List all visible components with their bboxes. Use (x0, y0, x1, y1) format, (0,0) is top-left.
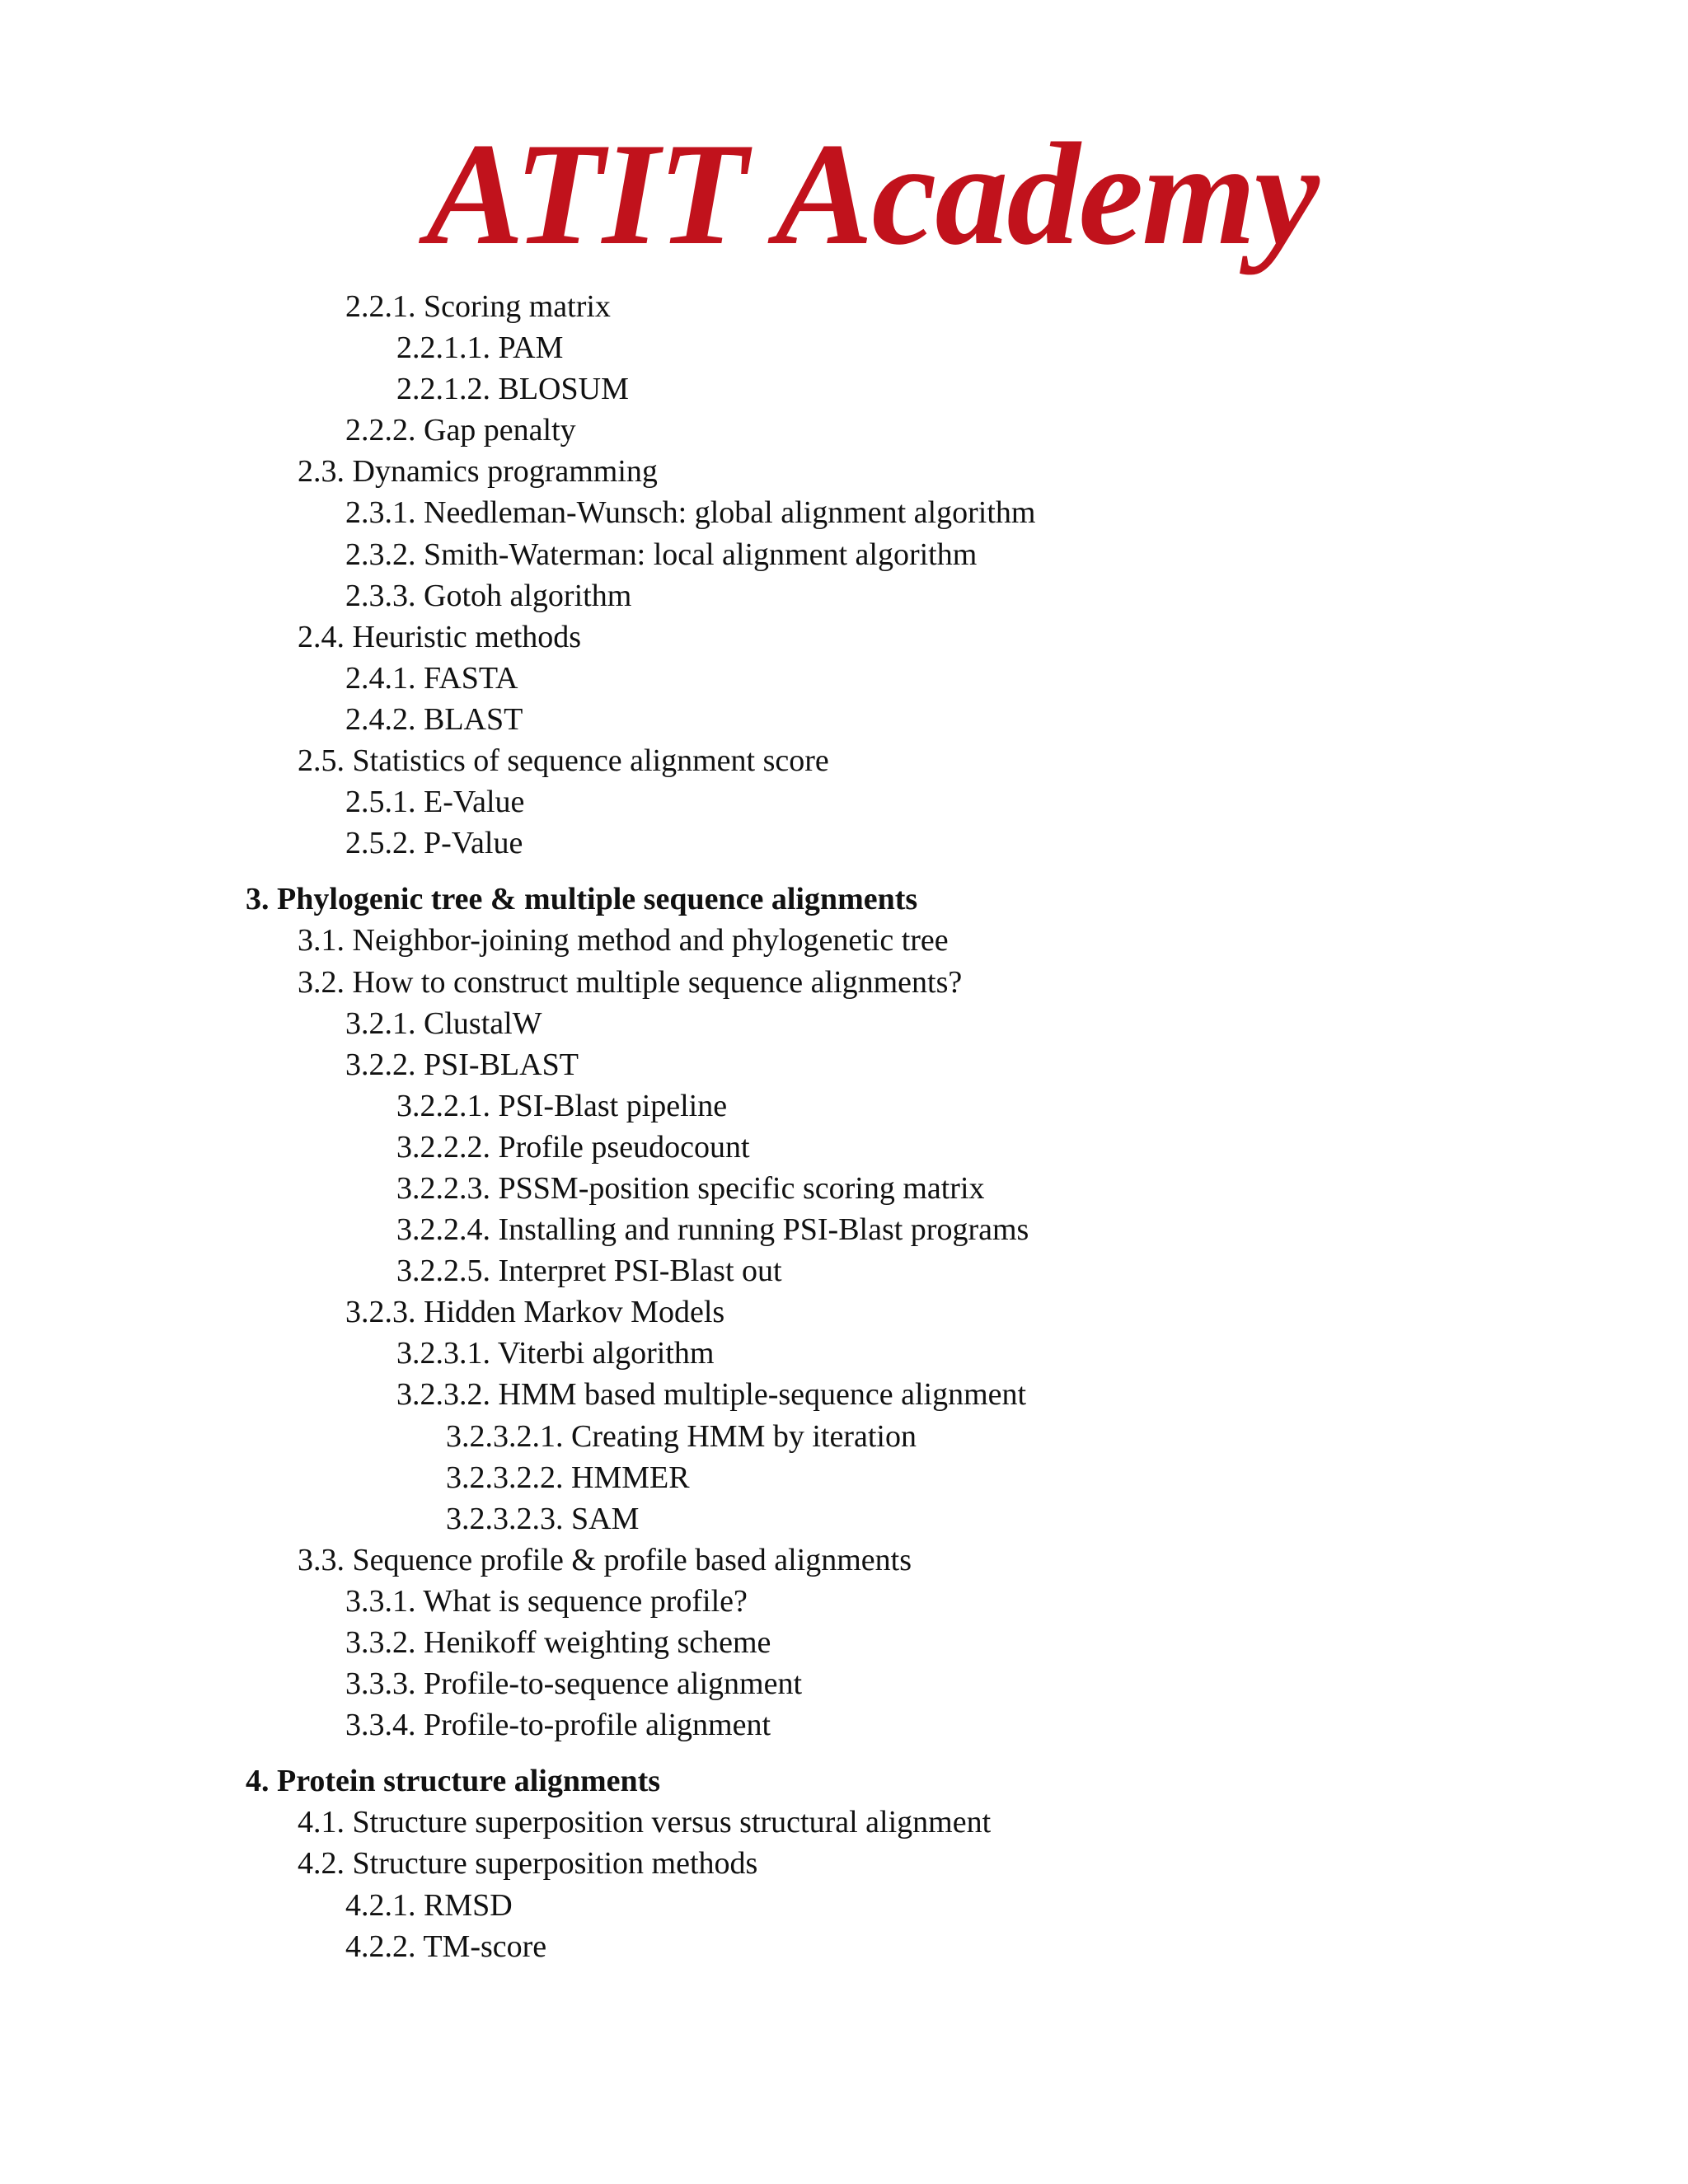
toc-entry (0, 1704, 1688, 1746)
toc-entry (0, 1209, 1688, 1250)
toc-entry (0, 492, 1688, 533)
toc-entry (0, 1374, 1688, 1415)
toc-entry-title: ClustalW (424, 1005, 542, 1041)
toc-entry-title: Profile pseudocount (498, 1129, 750, 1165)
toc-entry (0, 1622, 1688, 1663)
toc-entry (0, 1127, 1688, 1168)
toc-entry (0, 616, 1688, 658)
toc-entry (0, 1291, 1688, 1333)
toc-entry-title: Needleman-Wunsch: global alignment algorithm (424, 495, 1036, 531)
toc-entry-title: TM-score (423, 1929, 547, 1964)
toc-entry (0, 1926, 1688, 1967)
toc-entry-title: RMSD (424, 1887, 513, 1923)
toc-entry-number: 4.2. (298, 1846, 345, 1882)
toc-entry-number: 4.2.2. (345, 1929, 416, 1964)
toc-entry-title: Profile-to-profile alignment (424, 1708, 771, 1743)
toc-entry (0, 1250, 1688, 1291)
toc-entry-number: 3.2.2.4. (396, 1212, 490, 1248)
toc-entry-number: 3.2.2. (345, 1047, 416, 1082)
toc-entry-title: PSSM-position specific scoring matrix (498, 1170, 985, 1206)
toc-entry (0, 1044, 1688, 1085)
toc-entry-number: 2.2.2. (345, 413, 416, 448)
toc-entry-title: Phylogenic tree & multiple sequence alignments (277, 882, 918, 917)
toc-entry (0, 962, 1688, 1003)
toc-entry-number: 3.3.3. (345, 1666, 416, 1702)
toc-entry (0, 534, 1688, 575)
toc-entry-title: What is sequence profile? (423, 1583, 748, 1619)
toc-entry-title: Statistics of sequence alignment score (352, 743, 829, 779)
toc-entry-title: Protein structure alignments (277, 1764, 661, 1799)
toc-entry-title: Installing and running PSI-Blast programs (498, 1212, 1029, 1248)
toc-entry (0, 823, 1688, 864)
toc-entry-title: Heuristic methods (352, 619, 582, 654)
toc-entry (0, 451, 1688, 492)
toc-entry (0, 658, 1688, 699)
toc-entry-number: 2.2.1. (345, 289, 416, 324)
toc-entry-number: 2.5. (298, 743, 345, 779)
toc-entry-number: 3.2.1. (345, 1005, 416, 1041)
toc-entry (0, 286, 1688, 327)
toc-entry-number: 2.2.1.1. (396, 330, 490, 366)
toc-entry-number: 4.1. (298, 1805, 345, 1840)
toc-entry (0, 1416, 1688, 1457)
toc-entry-number: 2.5.1. (345, 785, 416, 820)
toc-entry-number: 4. (246, 1764, 270, 1799)
toc-entry-number: 3.3.4. (345, 1708, 416, 1743)
toc-entry (0, 740, 1688, 781)
toc-entry-number: 2.4.2. (345, 701, 416, 737)
table-of-contents (0, 286, 1688, 1967)
toc-entry (0, 1843, 1688, 1884)
toc-entry (0, 1885, 1688, 1926)
logo-text: ATIT Academy (426, 112, 1318, 275)
toc-entry (0, 327, 1688, 368)
academy-logo (426, 112, 1318, 275)
toc-entry-title: P-Value (424, 826, 523, 861)
toc-entry-title: SAM (571, 1501, 640, 1536)
toc-entry-title: Profile-to-sequence alignment (424, 1666, 803, 1702)
toc-entry-number: 2.4.1. (345, 660, 416, 696)
toc-entry-number: 2.5.2. (345, 826, 416, 861)
toc-entry (0, 1760, 1688, 1802)
toc-entry-title: PAM (498, 330, 564, 366)
toc-entry (0, 368, 1688, 410)
toc-entry (0, 1085, 1688, 1127)
toc-entry-number: 3.2.3.1. (396, 1336, 490, 1371)
toc-entry-title: Hidden Markov Models (424, 1295, 725, 1330)
toc-entry-number: 2.3.1. (345, 495, 416, 531)
toc-entry-number: 3.3.2. (345, 1625, 416, 1660)
toc-entry-number: 3.2.3.2.3. (446, 1501, 564, 1536)
toc-entry (0, 575, 1688, 616)
toc-entry-title: Smith-Waterman: local alignment algorithm (424, 537, 978, 572)
toc-entry-title: Neighbor-joining method and phylogenetic tree (352, 923, 949, 958)
toc-entry-number: 3.2.2.3. (396, 1170, 490, 1206)
toc-entry-title: BLOSUM (498, 372, 629, 407)
toc-entry (0, 1498, 1688, 1540)
toc-entry-number: 3.2.2.1. (396, 1088, 490, 1123)
toc-entry-number: 3.2.2.5. (396, 1254, 490, 1289)
toc-entry (0, 1457, 1688, 1498)
toc-entry-number: 2.3.2. (345, 537, 416, 572)
toc-entry-title: Dynamics programming (352, 454, 658, 490)
toc-entry-number: 4.2.1. (345, 1887, 416, 1923)
toc-entry-title: Viterbi algorithm (497, 1336, 715, 1371)
toc-entry-number: 2.2.1.2. (396, 372, 490, 407)
toc-entry-number: 3.1. (298, 923, 345, 958)
toc-entry (0, 1663, 1688, 1704)
toc-entry-number: 2.3. (298, 454, 345, 490)
toc-entry (0, 1003, 1688, 1044)
toc-entry-title: Gotoh algorithm (424, 578, 632, 613)
toc-entry-title: FASTA (424, 660, 518, 696)
toc-entry-title: Scoring matrix (424, 289, 611, 324)
toc-entry (0, 1333, 1688, 1374)
toc-entry-title: Structure superposition methods (352, 1846, 758, 1882)
toc-entry-title: HMM based multiple-sequence alignment (498, 1377, 1027, 1413)
toc-entry-number: 3.3.1. (345, 1583, 416, 1619)
toc-entry-number: 3.2.2.2. (396, 1129, 490, 1165)
toc-entry (0, 781, 1688, 823)
toc-entry (0, 410, 1688, 451)
toc-entry (0, 1581, 1688, 1622)
toc-entry-number: 2.4. (298, 619, 345, 654)
toc-entry-number: 2.3.3. (345, 578, 416, 613)
toc-entry (0, 879, 1688, 920)
toc-entry-title: Structure superposition versus structural alignment (352, 1805, 992, 1840)
toc-entry-title: Interpret PSI-Blast out (498, 1254, 782, 1289)
toc-entry (0, 920, 1688, 961)
toc-entry-title: BLAST (424, 701, 523, 737)
toc-entry-title: PSI-Blast pipeline (498, 1088, 728, 1123)
toc-entry-title: PSI-BLAST (424, 1047, 579, 1082)
toc-entry-title: How to construct multiple sequence alignments? (352, 964, 963, 1000)
toc-entry-number: 3. (246, 882, 270, 917)
toc-entry-title: Sequence profile & profile based alignments (352, 1542, 912, 1577)
toc-entry-title: Creating HMM by iteration (571, 1418, 917, 1454)
toc-entry-title: HMMER (571, 1460, 690, 1495)
toc-entry-title: E-Value (424, 785, 525, 820)
toc-entry-number: 3.2. (298, 964, 345, 1000)
toc-entry (0, 699, 1688, 740)
toc-entry-title: Gap penalty (424, 413, 576, 448)
toc-entry-title: Henikoff weighting scheme (424, 1625, 771, 1660)
toc-entry-number: 3.2.3.2.1. (446, 1418, 564, 1454)
toc-entry-number: 3.2.3.2. (396, 1377, 490, 1413)
toc-entry (0, 1802, 1688, 1843)
toc-entry (0, 1168, 1688, 1209)
toc-entry-number: 3.2.3.2.2. (446, 1460, 564, 1495)
toc-entry-number: 3.2.3. (345, 1295, 416, 1330)
toc-entry-number: 3.3. (298, 1542, 345, 1577)
toc-entry (0, 1540, 1688, 1581)
